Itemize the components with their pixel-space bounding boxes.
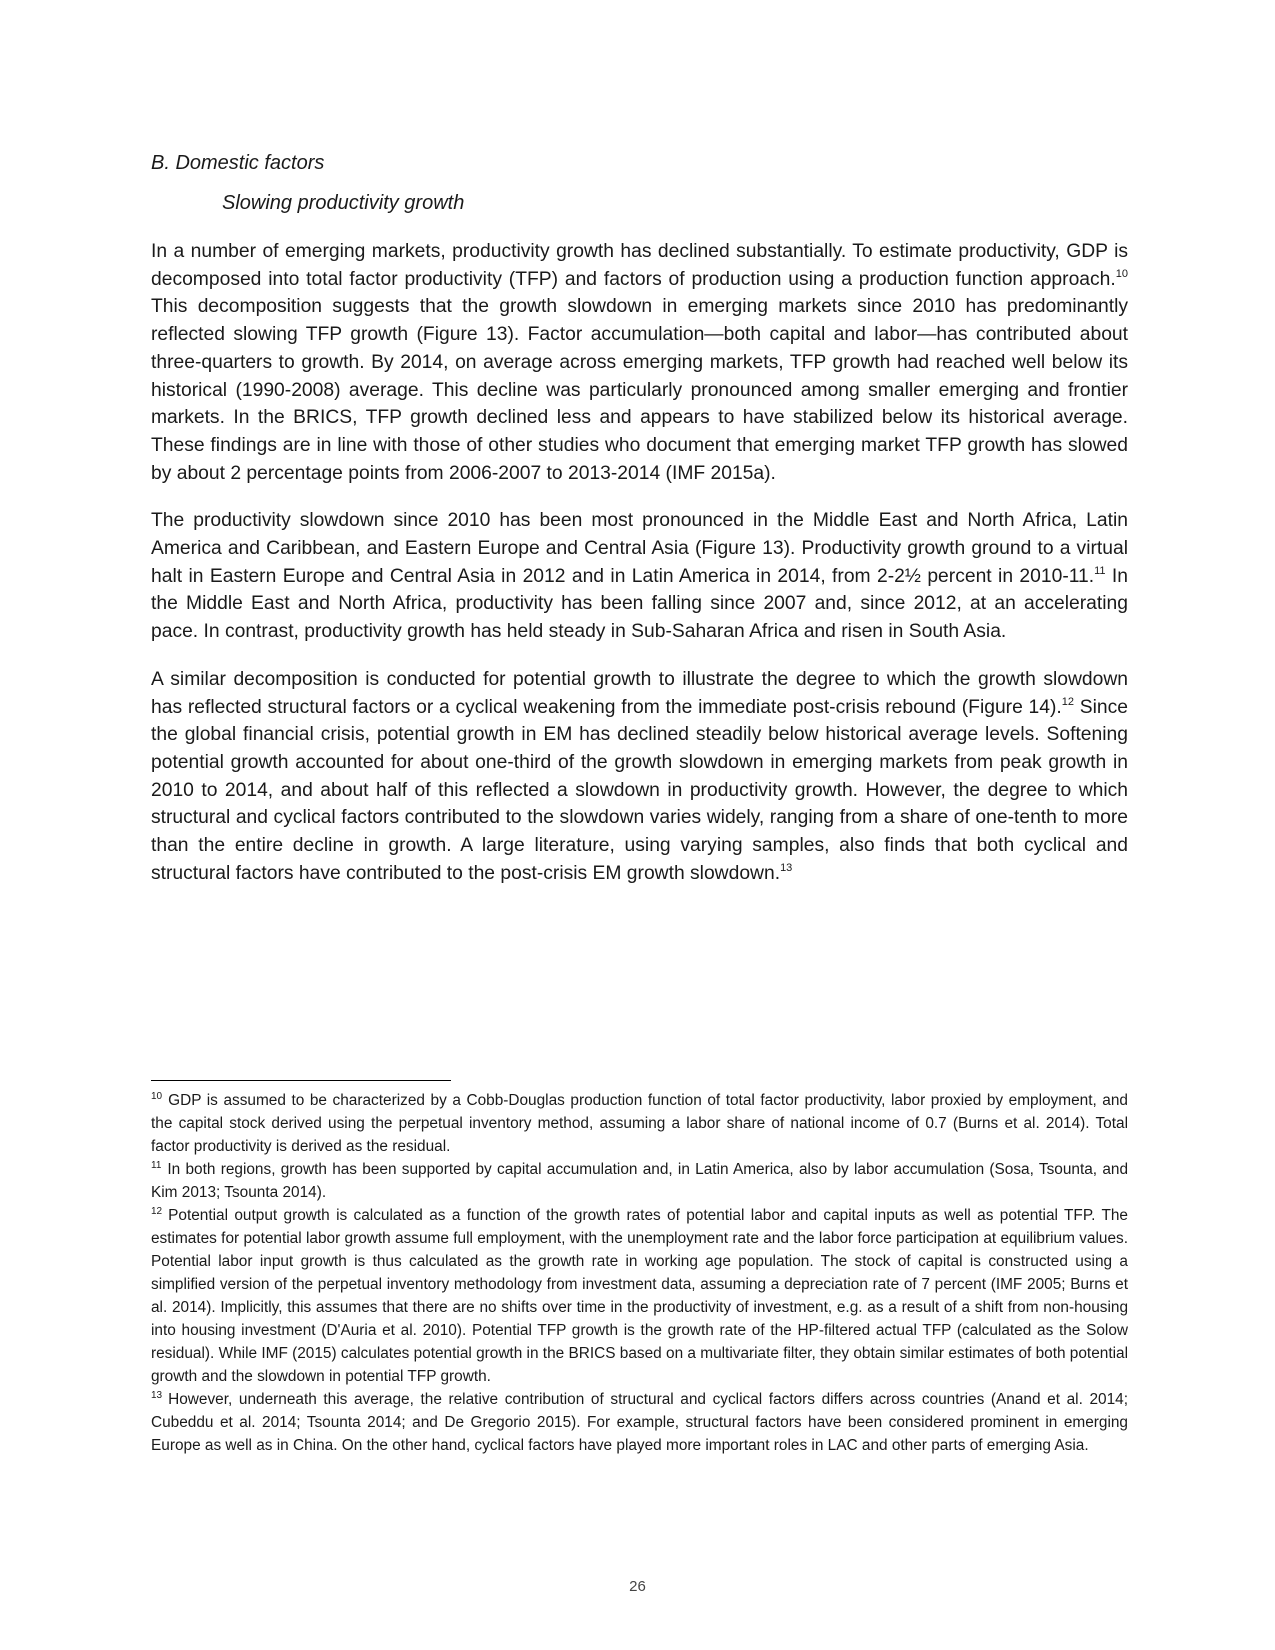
paragraph-3-text-b: Since the global financial crisis, potential growth in EM has declined steadily below historical average levels. Softening potential growth accounted for about one-third of the growth slowdown in emerging markets from peak growth in 2010 to 2014, and about half of this reflected a slowdown in productivity growth. However, the degree to which structural and cyclical factors contributed to the slowdown varies widely, ranging from a share of one-tenth to more than the entire decline in growth. A large literature, using varying samples, also finds that both cyclical and structural factors have contributed to the post-crisis EM growth slowdown. xyxy=(151,696,1128,884)
footnote-text: However, underneath this average, the relative contribution of structural and cyclical factors differs across countries (Anand et al. 2014; Cubeddu et al. 2014; Tsounta 2014; and De Gregorio 2015). For example, structural factors have been considered prominent in emerging Europe as well as in China. On the other hand, cyclical factors have played more important roles in LAC and other parts of emerging Asia. xyxy=(151,1391,1128,1454)
footnote-11 xyxy=(151,1158,1128,1204)
footnote-number: 11 xyxy=(151,1160,162,1171)
subsection-heading: Slowing productivity growth xyxy=(222,192,465,214)
page-body xyxy=(151,150,1128,907)
footnote-number: 12 xyxy=(151,1206,163,1217)
section-heading: B. Domestic factors xyxy=(151,152,325,174)
footnote-12 xyxy=(151,1204,1128,1388)
paragraph-1-text-b: This decomposition suggests that the growth slowdown in emerging markets since 2010 has predominantly reflected slowing TFP growth (Figure 13). Factor accumulation—both capital and labor—has contributed about three-quarters to growth. By 2014, on average across emerging markets, TFP growth had reached well below its historical (1990-2008) average. This decline was particularly pronounced among smaller emerging and frontier markets. In the BRICS, TFP growth declined less and appears to have stabilized below its historical average. These findings are in line with those of other studies who document that emerging market TFP growth has slowed by about 2 percentage points from 2006-2007 to 2013-2014 (IMF 2015a). xyxy=(151,296,1128,484)
footnote-separator xyxy=(151,1080,451,1081)
page-number: 26 xyxy=(629,1578,646,1595)
footnote-number: 10 xyxy=(151,1091,163,1102)
paragraph-3-text-a: A similar decomposition is conducted for potential growth to illustrate the degree to which the growth slowdown has reflected structural factors or a cyclical weakening from the immediate post-crisis rebound (Figure 14). xyxy=(151,668,1128,718)
paragraph-2-text-a: The productivity slowdown since 2010 has been most pronounced in the Middle East and North Africa, Latin America and Caribbean, and Eastern Europe and Central Asia (Figure 13). Productivity growth ground to a virtual halt in Eastern Europe and Central Asia in 2012 and in Latin America in 2014, from 2-2½ percent in 2010-11. xyxy=(151,510,1128,587)
footnote-ref-13[interactable]: 13 xyxy=(780,861,793,874)
footnote-text: Potential output growth is calculated as a function of the growth rates of potential labor and capital inputs as well as potential TFP. The estimates for potential labor growth assume full employment, with the unemployment rate and the labor force participation at equilibrium values. Potential labor input growth is thus calculated as the growth rate in working age population. The stock of capital is constructed using a simplified version of the perpetual inventory methodology from investment data, assuming a depreciation rate of 7 percent (IMF 2005; Burns et al. 2014). Implicitly, this assumes that there are no shifts over time in the productivity of investment, e.g. as a result of a shift from non-housing into housing investment (D'Auria et al. 2010). Potential TFP growth is the growth rate of the HP-filtered actual TFP (calculated as the Solow residual). While IMF (2015) calculates potential growth in the BRICS based on a multivariate filter, they obtain similar estimates of both potential growth and the slowdown in potential TFP growth. xyxy=(151,1207,1128,1385)
paragraph-2 xyxy=(151,507,1128,646)
footnote-number: 13 xyxy=(151,1390,163,1401)
footnote-13 xyxy=(151,1388,1128,1457)
paragraph-2-text-b: In the Middle East and North Africa, productivity has been falling since 2007 and, since 2012, at an accelerating pace. In contrast, productivity growth has held steady in Sub-Saharan Africa and risen in South Asia. xyxy=(151,565,1129,643)
paragraph-1-text-a: In a number of emerging markets, productivity growth has declined substantially. To estimate productivity, GDP is decomposed into total factor productivity (TFP) and factors of production using a production function approach. xyxy=(151,241,1128,290)
paragraph-3 xyxy=(151,666,1128,888)
footnote-10 xyxy=(151,1089,1128,1158)
footnote-text: In both regions, growth has been supported by capital accumulation and, in Latin America, also by labor accumulation (Sosa, Tsounta, and Kim 2013; Tsounta 2014). xyxy=(151,1161,1128,1201)
paragraph-1 xyxy=(151,238,1128,487)
footnote-ref-12[interactable]: 12 xyxy=(1061,695,1075,708)
footnote-ref-10[interactable]: 10 xyxy=(1115,267,1128,280)
footnote-text: GDP is assumed to be characterized by a Cobb-Douglas production function of total factor productivity, labor proxied by employment, and the capital stock derived using the perpetual inventory method, assuming a labor share of national income of 0.7 (Burns et al. 2014). Total factor productivity is derived as the residual. xyxy=(151,1092,1128,1155)
footnote-ref-11[interactable]: 11 xyxy=(1094,564,1106,577)
footnotes xyxy=(151,1089,1128,1457)
